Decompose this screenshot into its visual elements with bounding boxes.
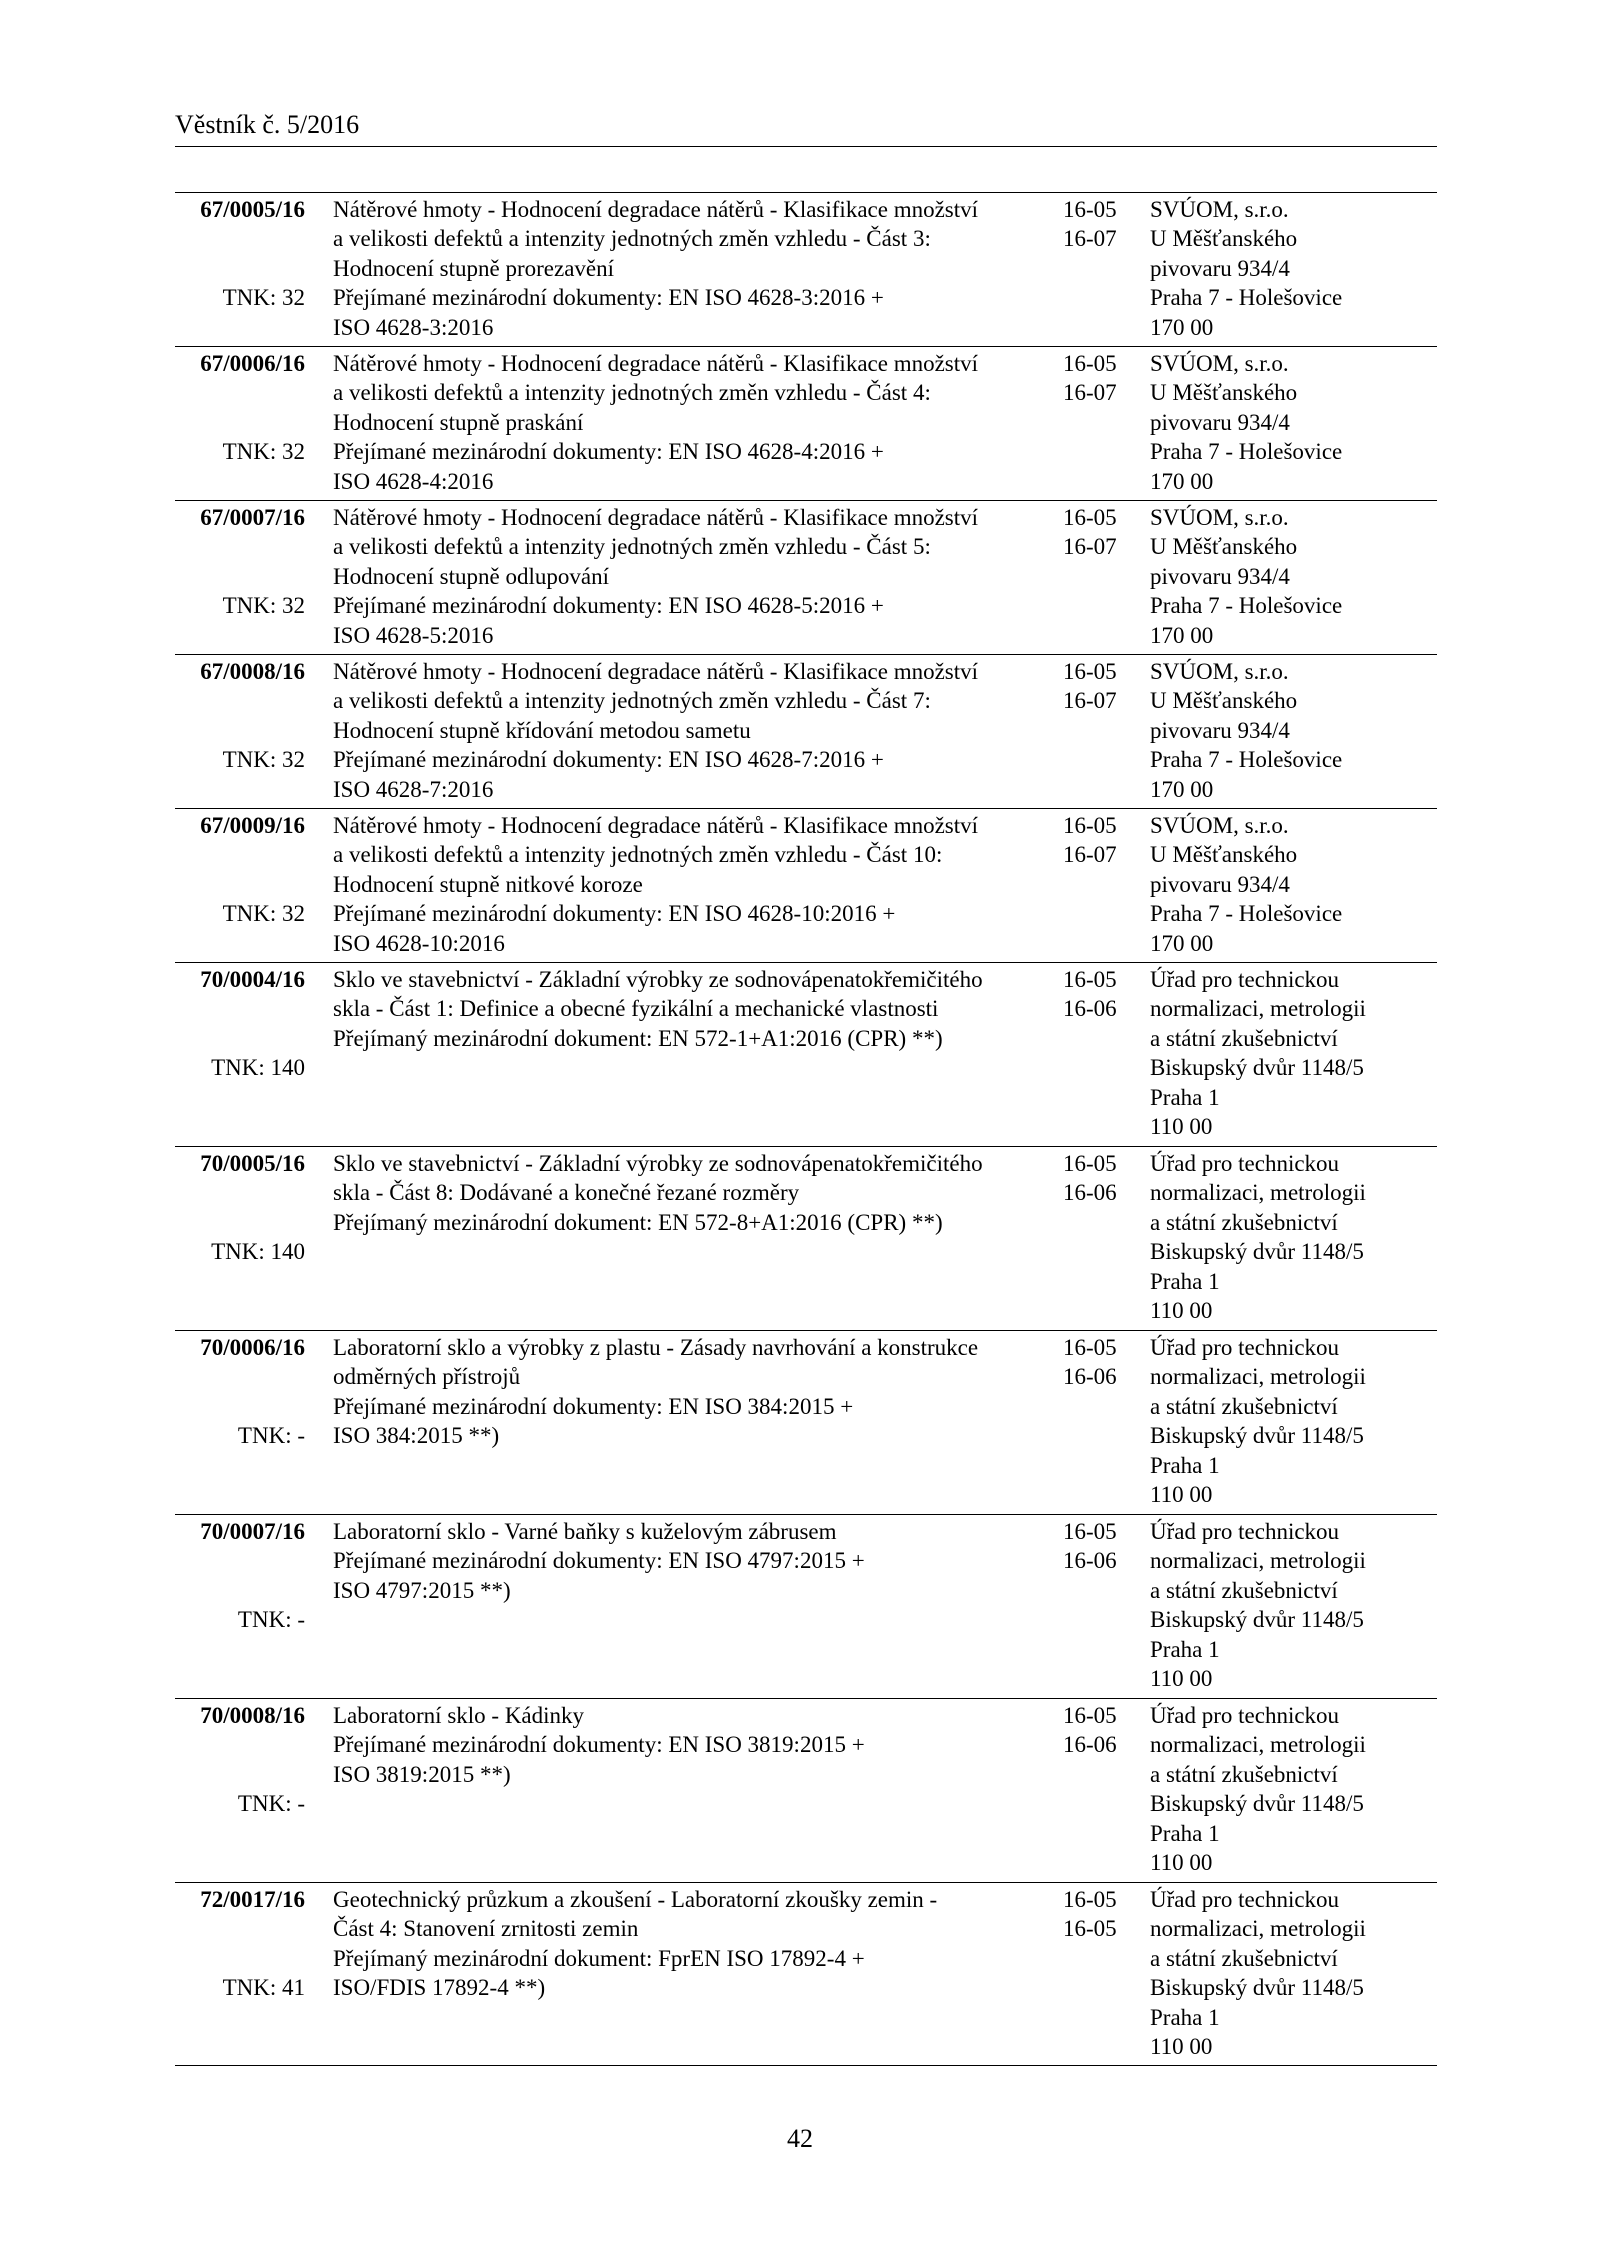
spacer: [175, 562, 305, 591]
standard-title-line: ISO 4628-10:2016: [333, 930, 505, 956]
table-row: [175, 1698, 1437, 1882]
table-row: [175, 1514, 1437, 1698]
date-value: 16-05: [1063, 967, 1117, 992]
table-row: [175, 1330, 1437, 1514]
spacer: [175, 1546, 305, 1575]
standard-title-line: Přejímané mezinárodní dokumenty: EN ISO 384:2015 +: [333, 1393, 854, 1419]
date-value: 16-07: [1063, 534, 1117, 560]
tnk-label: TNK: 32: [222, 593, 305, 619]
standard-title-line: Hodnocení stupně praskání: [333, 409, 584, 435]
journal-header: Věstník č. 5/2016: [175, 110, 360, 139]
standard-title-line: ISO 4628-5:2016: [333, 622, 494, 648]
standard-title-line: ISO 384:2015 **): [333, 1423, 500, 1449]
organization-line: a státní zkušebnictví: [1150, 1209, 1338, 1235]
organization-line: U Měšťanského: [1150, 380, 1298, 406]
standard-title-line: Hodnocení stupně prorezavění: [333, 255, 615, 281]
organization-line: 110 00: [1150, 1666, 1213, 1692]
spacer: [175, 1178, 305, 1207]
standard-title-line: odměrných přístrojů: [333, 1364, 521, 1390]
standard-code-cell: [175, 1517, 305, 1635]
organization-cell: [1150, 1333, 1420, 1509]
tnk-label: TNK: 140: [211, 1055, 305, 1081]
standard-code: 67/0005/16: [200, 197, 305, 222]
organization-line: normalizaci, metrologii: [1150, 996, 1366, 1022]
table-row: [175, 192, 1437, 346]
organization-line: normalizaci, metrologii: [1150, 1732, 1366, 1758]
standard-code-cell: [175, 1333, 305, 1451]
spacer: [175, 378, 305, 407]
organization-line: U Měšťanského: [1150, 534, 1298, 560]
table-row: [175, 346, 1437, 500]
organization-line: pivovaru 934/4: [1150, 871, 1290, 897]
spacer: [175, 224, 305, 253]
standard-title-line: skla - Část 1: Definice a obecné fyzikální a mechanické vlastnosti: [333, 996, 939, 1022]
organization-line: Praha 1: [1150, 1636, 1220, 1662]
standard-title-line: Přejímaný mezinárodní dokument: EN 572-1+A1:2016 (CPR) **): [333, 1025, 943, 1051]
standard-title-line: Sklo ve stavebnictví - Základní výrobky ze sodnovápenatokřemičitého: [333, 1151, 983, 1176]
spacer: [175, 686, 305, 715]
date-value: 16-06: [1063, 1180, 1117, 1206]
tnk-label: TNK: -: [237, 1791, 305, 1817]
table-row: [175, 654, 1437, 808]
spacer: [175, 1944, 305, 1973]
organization-line: a státní zkušebnictví: [1150, 1577, 1338, 1603]
spacer: [175, 870, 305, 899]
standard-title-line: Nátěrové hmoty - Hodnocení degradace nátěrů - Klasifikace množství: [333, 351, 979, 376]
standard-code: 70/0005/16: [200, 1151, 305, 1176]
organization-line: Praha 1: [1150, 1820, 1220, 1846]
tnk-label: TNK: 41: [222, 1975, 305, 2001]
standard-title-line: Přejímané mezinárodní dokumenty: EN ISO 4628-7:2016 +: [333, 747, 884, 773]
standard-title-line: a velikosti defektů a intenzity jednotných změn vzhledu - Část 10:: [333, 842, 943, 868]
organization-line: Praha 1: [1150, 1268, 1220, 1294]
organization-line: pivovaru 934/4: [1150, 717, 1290, 743]
organization-line: Praha 1: [1150, 1452, 1220, 1478]
organization-line: 110 00: [1150, 1850, 1213, 1876]
organization-line: Úřad pro technickou: [1150, 1335, 1340, 1360]
organization-line: a státní zkušebnictví: [1150, 1393, 1338, 1419]
spacer: [175, 1730, 305, 1759]
organization-line: Biskupský dvůr 1148/5: [1150, 1239, 1364, 1265]
organization-line: SVÚOM, s.r.o.: [1150, 659, 1289, 684]
standard-code: 67/0007/16: [200, 505, 305, 530]
standard-title-line: Nátěrové hmoty - Hodnocení degradace nátěrů - Klasifikace množství: [333, 197, 979, 222]
standard-title-line: a velikosti defektů a intenzity jednotných změn vzhledu - Část 5:: [333, 534, 931, 560]
standard-title-line: Nátěrové hmoty - Hodnocení degradace nátěrů - Klasifikace množství: [333, 813, 979, 838]
date-value: 16-05: [1063, 505, 1117, 530]
date-value: 16-05: [1063, 1703, 1117, 1728]
organization-line: pivovaru 934/4: [1150, 563, 1290, 589]
standard-title-line: ISO 4628-7:2016: [333, 776, 494, 802]
date-value: 16-05: [1063, 1151, 1117, 1176]
organization-line: 110 00: [1150, 1298, 1213, 1324]
tnk-label: TNK: 32: [222, 439, 305, 465]
organization-cell: [1150, 657, 1420, 804]
standard-code: 70/0007/16: [200, 1519, 305, 1544]
organization-cell: [1150, 1885, 1420, 2061]
organization-line: pivovaru 934/4: [1150, 255, 1290, 281]
organization-cell: [1150, 1701, 1420, 1877]
organization-line: Praha 7 - Holešovice: [1150, 285, 1343, 311]
table-row: [175, 808, 1437, 962]
organization-line: U Měšťanského: [1150, 688, 1298, 714]
organization-line: SVÚOM, s.r.o.: [1150, 813, 1289, 838]
organization-line: Biskupský dvůr 1148/5: [1150, 1975, 1364, 2001]
organization-cell: [1150, 503, 1420, 650]
organization-line: a státní zkušebnictví: [1150, 1025, 1338, 1051]
standard-code-cell: [175, 1149, 305, 1267]
organization-line: normalizaci, metrologii: [1150, 1364, 1366, 1390]
spacer: [175, 840, 305, 869]
standard-code-cell: [175, 811, 305, 929]
organization-line: a státní zkušebnictví: [1150, 1945, 1338, 1971]
spacer: [175, 532, 305, 561]
organization-line: SVÚOM, s.r.o.: [1150, 505, 1289, 530]
standard-code-cell: [175, 657, 305, 775]
spacer: [175, 716, 305, 745]
table-row: [175, 1146, 1437, 1330]
standard-title-line: Laboratorní sklo - Varné baňky s kuželovým zábrusem: [333, 1519, 837, 1544]
standard-code: 67/0006/16: [200, 351, 305, 376]
standard-code: 70/0004/16: [200, 967, 305, 992]
organization-cell: [1150, 195, 1420, 342]
page-number: 42: [787, 2124, 813, 2153]
tnk-label: TNK: 32: [222, 747, 305, 773]
standard-title-line: Přejímané mezinárodní dokumenty: EN ISO 4797:2015 +: [333, 1548, 865, 1574]
standard-title-line: Nátěrové hmoty - Hodnocení degradace nátěrů - Klasifikace množství: [333, 659, 979, 684]
date-value: 16-05: [1063, 1887, 1117, 1912]
date-value: 16-06: [1063, 1548, 1117, 1574]
date-value: 16-06: [1063, 996, 1117, 1022]
organization-line: Úřad pro technickou: [1150, 1151, 1340, 1176]
standard-title-line: Geotechnický průzkum a zkoušení - Laboratorní zkoušky zemin -: [333, 1887, 938, 1912]
spacer: [175, 994, 305, 1023]
organization-cell: [1150, 1517, 1420, 1693]
tnk-label: TNK: -: [237, 1423, 305, 1449]
spacer: [175, 254, 305, 283]
tnk-label: TNK: 140: [211, 1239, 305, 1265]
spacer: [175, 1208, 305, 1237]
organization-line: 170 00: [1150, 776, 1214, 802]
organization-line: Úřad pro technickou: [1150, 1703, 1340, 1728]
organization-line: 110 00: [1150, 2034, 1213, 2060]
standard-title-line: a velikosti defektů a intenzity jednotných změn vzhledu - Část 3:: [333, 226, 931, 252]
spacer: [175, 1392, 305, 1421]
standard-title-line: Laboratorní sklo - Kádinky: [333, 1703, 585, 1728]
standard-code-cell: [175, 349, 305, 467]
organization-line: Biskupský dvůr 1148/5: [1150, 1055, 1364, 1081]
date-value: 16-05: [1063, 197, 1117, 222]
standard-code: 72/0017/16: [200, 1887, 305, 1912]
organization-line: Praha 7 - Holešovice: [1150, 593, 1343, 619]
organization-line: Biskupský dvůr 1148/5: [1150, 1423, 1364, 1449]
spacer: [175, 1576, 305, 1605]
organization-line: a státní zkušebnictví: [1150, 1761, 1338, 1787]
organization-line: Úřad pro technickou: [1150, 1887, 1340, 1912]
standard-title-line: Sklo ve stavebnictví - Základní výrobky ze sodnovápenatokřemičitého: [333, 967, 983, 992]
date-value: 16-07: [1063, 380, 1117, 406]
organization-line: normalizaci, metrologii: [1150, 1548, 1366, 1574]
standard-code: 70/0008/16: [200, 1703, 305, 1728]
organization-line: Praha 7 - Holešovice: [1150, 747, 1343, 773]
standard-code-cell: [175, 965, 305, 1083]
organization-line: Biskupský dvůr 1148/5: [1150, 1607, 1364, 1633]
standard-title-line: ISO 4628-4:2016: [333, 468, 494, 494]
organization-cell: [1150, 811, 1420, 958]
spacer: [175, 1024, 305, 1053]
organization-cell: [1150, 349, 1420, 496]
standard-title-line: a velikosti defektů a intenzity jednotných změn vzhledu - Část 4:: [333, 380, 931, 406]
organization-line: 170 00: [1150, 468, 1214, 494]
date-value: 16-05: [1063, 351, 1117, 376]
standard-code: 67/0008/16: [200, 659, 305, 684]
standard-title-line: Přejímaný mezinárodní dokument: FprEN ISO 17892-4 +: [333, 1945, 865, 1971]
standard-code-cell: [175, 1701, 305, 1819]
standard-title-line: Přejímané mezinárodní dokumenty: EN ISO 4628-3:2016 +: [333, 285, 884, 311]
date-value: 16-07: [1063, 688, 1117, 714]
organization-line: 110 00: [1150, 1482, 1213, 1508]
date-value: 16-07: [1063, 842, 1117, 868]
organization-line: 110 00: [1150, 1114, 1213, 1140]
standard-title-line: Nátěrové hmoty - Hodnocení degradace nátěrů - Klasifikace množství: [333, 505, 979, 530]
spacer: [175, 1914, 305, 1943]
standard-title-line: ISO 3819:2015 **): [333, 1761, 511, 1787]
spacer: [175, 408, 305, 437]
date-value: 16-06: [1063, 1732, 1117, 1758]
standard-code-cell: [175, 195, 305, 313]
organization-line: 170 00: [1150, 930, 1214, 956]
standard-title-line: Přejímaný mezinárodní dokument: EN 572-8+A1:2016 (CPR) **): [333, 1209, 943, 1235]
organization-line: SVÚOM, s.r.o.: [1150, 351, 1289, 376]
table-row: [175, 962, 1437, 1146]
organization-line: U Měšťanského: [1150, 842, 1298, 868]
standard-title-line: ISO 4797:2015 **): [333, 1577, 511, 1603]
header-divider: [175, 146, 1437, 147]
standard-title-line: ISO/FDIS 17892-4 **): [333, 1975, 546, 2001]
tnk-label: TNK: 32: [222, 285, 305, 311]
standard-title-line: ISO 4628-3:2016: [333, 314, 494, 340]
organization-line: normalizaci, metrologii: [1150, 1180, 1366, 1206]
organization-line: Úřad pro technickou: [1150, 1519, 1340, 1544]
organization-line: 170 00: [1150, 314, 1214, 340]
spacer: [175, 1362, 305, 1391]
date-value: 16-05: [1063, 1916, 1117, 1942]
organization-line: Praha 7 - Holešovice: [1150, 901, 1343, 927]
standard-title-line: Hodnocení stupně odlupování: [333, 563, 609, 589]
standard-code-cell: [175, 503, 305, 621]
organization-line: pivovaru 934/4: [1150, 409, 1290, 435]
standard-code: 67/0009/16: [200, 813, 305, 838]
table-row: [175, 500, 1437, 654]
spacer: [175, 1760, 305, 1789]
organization-line: Praha 1: [1150, 2004, 1220, 2030]
organization-line: Biskupský dvůr 1148/5: [1150, 1791, 1364, 1817]
date-value: 16-07: [1063, 226, 1117, 252]
organization-line: U Měšťanského: [1150, 226, 1298, 252]
organization-line: Praha 1: [1150, 1084, 1220, 1110]
organization-line: SVÚOM, s.r.o.: [1150, 197, 1289, 222]
tnk-label: TNK: -: [237, 1607, 305, 1633]
standard-code: 70/0006/16: [200, 1335, 305, 1360]
organization-line: 170 00: [1150, 622, 1214, 648]
standard-title-line: Přejímané mezinárodní dokumenty: EN ISO 4628-10:2016 +: [333, 901, 896, 927]
standard-title-line: Hodnocení stupně křídování metodou sametu: [333, 717, 751, 743]
organization-line: Praha 7 - Holešovice: [1150, 439, 1343, 465]
standard-title-line: skla - Část 8: Dodávané a konečné řezané rozměry: [333, 1180, 800, 1206]
organization-line: normalizaci, metrologii: [1150, 1916, 1366, 1942]
organization-cell: [1150, 1149, 1420, 1325]
organization-line: Úřad pro technickou: [1150, 967, 1340, 992]
standard-title-line: a velikosti defektů a intenzity jednotných změn vzhledu - Část 7:: [333, 688, 931, 714]
date-value: 16-06: [1063, 1364, 1117, 1390]
standard-title-line: Přejímané mezinárodní dokumenty: EN ISO 4628-5:2016 +: [333, 593, 884, 619]
standard-title-line: Část 4: Stanovení zrnitosti zemin: [333, 1916, 639, 1942]
date-value: 16-05: [1063, 659, 1117, 684]
standard-title-line: Laboratorní sklo a výrobky z plastu - Zásady navrhování a konstrukce: [333, 1335, 979, 1360]
standard-title-line: Přejímané mezinárodní dokumenty: EN ISO 4628-4:2016 +: [333, 439, 884, 465]
table-row: [175, 1882, 1437, 2066]
standard-title-line: Hodnocení stupně nitkové koroze: [333, 871, 643, 897]
date-value: 16-05: [1063, 813, 1117, 838]
date-value: 16-05: [1063, 1519, 1117, 1544]
standards-table: [175, 192, 1437, 2066]
tnk-label: TNK: 32: [222, 901, 305, 927]
date-value: 16-05: [1063, 1335, 1117, 1360]
standard-title-line: Přejímané mezinárodní dokumenty: EN ISO 3819:2015 +: [333, 1732, 865, 1758]
organization-cell: [1150, 965, 1420, 1141]
standard-code-cell: [175, 1885, 305, 2003]
